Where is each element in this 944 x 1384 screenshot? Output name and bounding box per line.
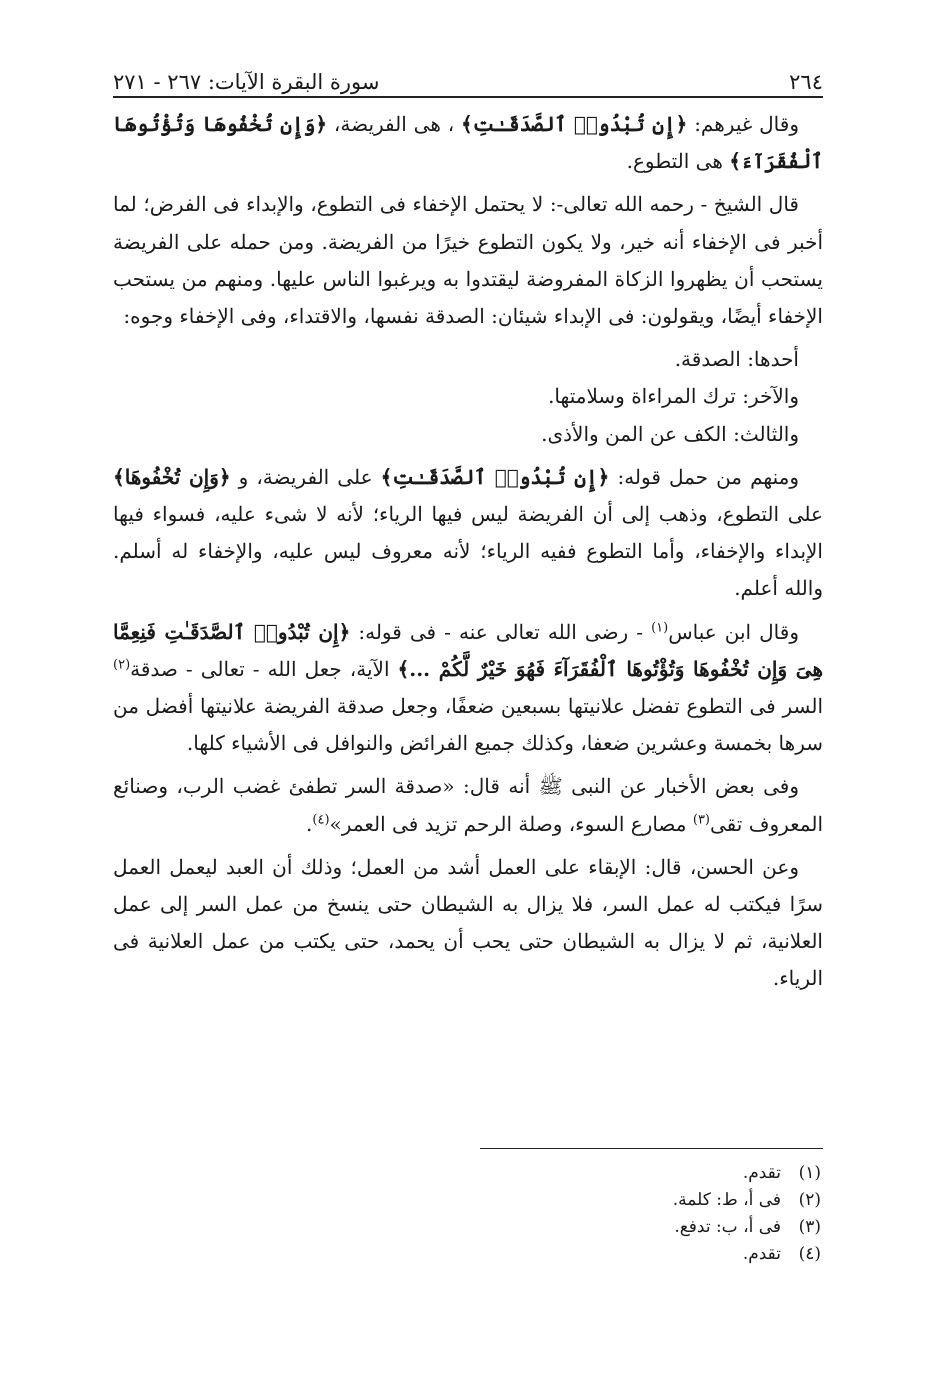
- text: هى التطوع.: [626, 149, 730, 174]
- text: على التطوع، وذهب إلى أن الفريضة ليس فيها الرياء؛ لأنه لا شىء عليه، فسواء فيها الإبداء والإخفاء، وأما التطوع ففيه الرياء؛ لأنه معروف ليس عليه، والإخفاء له أسلم. والله أعلم.: [113, 502, 823, 601]
- main-text: [113, 106, 823, 998]
- text: - رضى الله تعالى عنه - فى قوله:: [350, 619, 652, 644]
- text: الآية، جعل الله - تعالى - صدقة: [130, 656, 398, 681]
- footnote-4: [480, 1241, 823, 1268]
- running-title: سورة البقرة الآيات: ٢٦٧ - ٢٧١: [113, 70, 380, 94]
- footnote-rule: [480, 1148, 823, 1149]
- text: وفى بعض الأخبار عن النبى ﷺ أنه قال: «صدقة السر تطفئ غضب الرب، وصنائع المعروف تقى: [113, 774, 823, 836]
- text: مصارع السوء، وصلة الرحم تزيد فى العمر»: [329, 811, 693, 836]
- quran-verse: ﴿إِن تُبْدُوا۟ ٱلصَّدَقَـٰتِ﴾: [380, 464, 610, 489]
- text: على الفريضة، و: [230, 464, 381, 489]
- footnote-text: فى أ، ط: كلمة.: [672, 1190, 781, 1210]
- footnote-number: (٣): [798, 1217, 821, 1237]
- list-item-1: أحدها: الصدقة.: [674, 347, 799, 372]
- paragraph-6: وعن الحسن، قال: الإبقاء على العمل أشد من العمل؛ وذلك أن العبد ليعمل العمل سرًا فيكتب له عمل السر، فلا يزال به الشيطان حتى ينسخ من عمل السر إلى عمل العلانية، ثم لا يزال به الشيطان حتى يحب أن يحمد، حتى يكتب من عمل العلانية فى الرياء.: [113, 854, 823, 991]
- footnote-text: تقدم.: [742, 1163, 781, 1183]
- footnote-number: (١): [798, 1163, 821, 1183]
- quran-verse: ﴿إِن تُبْدُوا۟ ٱلصَّدَقَـٰتِ﴾: [460, 112, 688, 136]
- list-item-3: والثالث: الكف عن المن والأذى.: [541, 421, 799, 446]
- text: ، هى الفريضة،: [327, 112, 461, 136]
- footnote-text: تقدم.: [742, 1244, 781, 1264]
- footnote-2: [480, 1187, 823, 1214]
- footnote-3: [480, 1214, 823, 1241]
- page-number: ٢٦٤: [789, 70, 823, 94]
- paragraph-4: [113, 614, 823, 763]
- text: وقال ابن عباس: [668, 619, 799, 644]
- footnote-ref-2: (٢): [113, 657, 131, 673]
- page-header: [113, 54, 823, 94]
- list-item-2: والآخر: ترك المراءاة وسلامتها.: [548, 384, 799, 409]
- footnote-ref-3: (٣): [692, 812, 710, 827]
- quran-verse: ﴿إِن تُبْدُوا۟ ٱلصَّدَقَـٰتِ فَنِعِمَّا هِىَ وَإِن تُخْفُوهَا وَتُؤْتُوهَا ٱلْفُقَرَآءَ فَهُوَ خَيْرٌ لَّكُمْ ...﴾: [113, 619, 823, 681]
- text: ومنهم من حمل قوله:: [609, 464, 800, 489]
- text: وقال غيرهم:: [687, 112, 799, 136]
- header-rule: [113, 96, 823, 98]
- footnote-ref-4: (٤): [312, 812, 330, 827]
- quran-verse: ﴿وَإِن تُخْفُوهَا﴾: [113, 464, 231, 489]
- paragraph-1: [113, 106, 823, 180]
- footnote-1: [480, 1160, 823, 1187]
- text: السر فى التطوع تفضل علانيتها بسبعين ضعفًا، وجعل صدقة الفريضة علانيتها أفضل من سرها بخمسة وعشرين ضعفا، وكذلك جميع الفرائض والنوافل فى الأشياء كلها.: [113, 694, 823, 756]
- footnote-number: (٤): [798, 1244, 821, 1264]
- paragraph-5: [113, 768, 823, 842]
- paragraph-3: [113, 459, 823, 608]
- footnote-ref-1: (١): [651, 619, 669, 635]
- text: .: [306, 811, 313, 836]
- footnote-text: فى أ، ب: تدفع.: [674, 1217, 781, 1237]
- footnotes: [480, 1160, 823, 1268]
- footnote-number: (٢): [798, 1190, 821, 1210]
- quran-verse: ﴿وَإِن تُخْفُوهَا وَتُؤْتُوهَا ٱلْفُقَرَآءَ﴾: [113, 112, 823, 174]
- paragraph-2: قال الشيخ - رحمه الله تعالى-: لا يحتمل الإخفاء فى التطوع، والإبداء فى الفرض؛ لما أخبر فى الإخفاء أنه خير، ولا يكون التطوع خيرًا من الفريضة. ومن حمله على الفريضة يستحب أن يظهروا الزكاة المفروضة ليقتدوا به ويرغبوا الناس عليها. ومنهم من يستحب الإخفاء أيضًا، ويقولون: فى الإبداء شيئان: الصدقة نفسها، والاقتداء، وفى الإخفاء وجوه:: [113, 192, 823, 329]
